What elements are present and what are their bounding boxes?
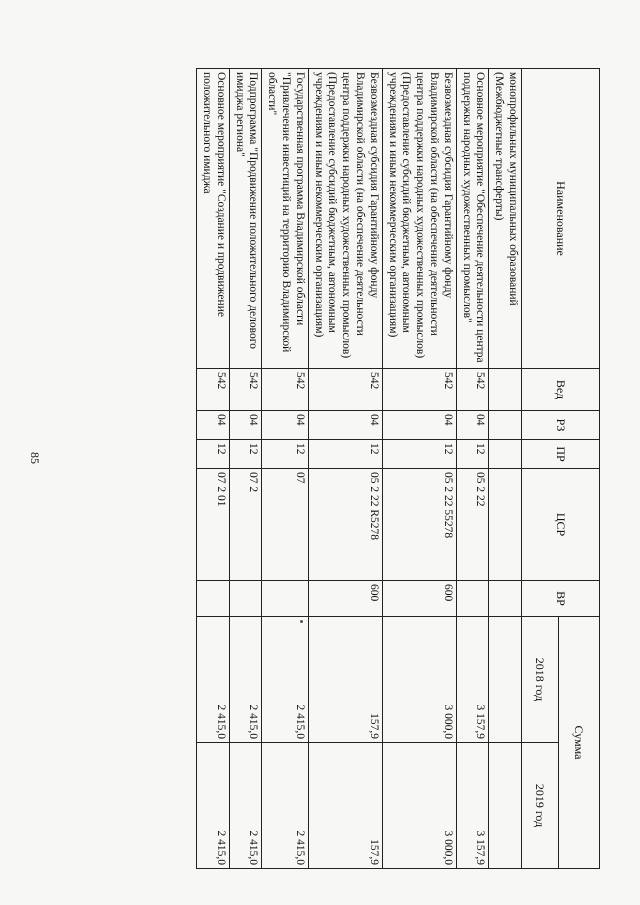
row-csr: 05 2 22 55278 — [382, 469, 456, 581]
table-row — [382, 69, 456, 869]
table-row — [197, 69, 230, 869]
row-ved: 542 — [262, 369, 308, 411]
row-sum-2019: 157,9 — [308, 743, 382, 869]
table-row — [308, 69, 382, 869]
header-2019: 2019 год — [522, 743, 559, 869]
row-sum-2019: 3 157,9 — [456, 743, 489, 869]
row-pr: 12 — [197, 440, 230, 469]
row-sum-2018: 157,9 — [308, 617, 382, 743]
row-sum-2018 — [489, 617, 522, 743]
row-ved: 542 — [308, 369, 382, 411]
row-sum-2019: 3 000,0 — [382, 743, 456, 869]
row-sum-2018: 2 415,0 — [197, 617, 230, 743]
row-vr — [262, 581, 308, 617]
header-name: Наименование — [522, 69, 600, 369]
row-sum-2019: 2 415,0 — [229, 743, 262, 869]
row-sum-2019: 2 415,0 — [197, 743, 230, 869]
row-csr: 05 2 22 — [456, 469, 489, 581]
table-row — [456, 69, 489, 869]
scan-speck — [300, 620, 303, 623]
header-pr: ПР — [522, 440, 600, 469]
budget-table — [196, 68, 600, 869]
row-rz: 04 — [382, 411, 456, 440]
row-name: Основное мероприятие "Создание и продвижение положительного имиджа — [197, 69, 230, 369]
header-rz: РЗ — [522, 411, 600, 440]
row-vr — [197, 581, 230, 617]
row-vr: 600 — [382, 581, 456, 617]
header-ved: Вед — [522, 369, 600, 411]
row-pr: 12 — [382, 440, 456, 469]
row-ved: 542 — [456, 369, 489, 411]
row-csr — [489, 469, 522, 581]
header-row — [559, 69, 600, 869]
row-rz — [489, 411, 522, 440]
table-row — [489, 69, 522, 869]
row-csr: 05 2 22 R5278 — [308, 469, 382, 581]
page-number: 85 — [28, 452, 42, 464]
row-sum-2019 — [489, 743, 522, 869]
row-ved — [489, 369, 522, 411]
row-sum-2018: 2 415,0 — [262, 617, 308, 743]
row-vr — [229, 581, 262, 617]
row-sum-2019: 2 415,0 — [262, 743, 308, 869]
row-ved: 542 — [382, 369, 456, 411]
rotated-table-wrapper — [130, 68, 600, 868]
row-name: монопрофильных муниципальных образований (Межбюджетные трансферты) — [489, 69, 522, 369]
row-rz: 04 — [456, 411, 489, 440]
row-pr — [489, 440, 522, 469]
row-name: Государственная программа Владимирской области "Привлечение инвестиций на территорию Владимирской области" — [262, 69, 308, 369]
row-sum-2018: 2 415,0 — [229, 617, 262, 743]
table-row — [262, 69, 308, 869]
row-csr: 07 — [262, 469, 308, 581]
row-vr — [489, 581, 522, 617]
header-2018: 2018 год — [522, 617, 559, 743]
row-pr: 12 — [308, 440, 382, 469]
row-pr: 12 — [229, 440, 262, 469]
row-name: Безвозмездная субсидия Гарантийному фонду Владимирской области (на обеспечение деятельности центра поддержки народных художественных промыслов) (Предоставление субсидий бюджетным, автономным учреждениям и иным некоммерческим организациям) — [382, 69, 456, 369]
row-vr — [456, 581, 489, 617]
row-sum-2018: 3 000,0 — [382, 617, 456, 743]
row-pr: 12 — [456, 440, 489, 469]
table-row — [229, 69, 262, 869]
header-sum: Сумма — [559, 617, 600, 869]
row-sum-2018: 3 157,9 — [456, 617, 489, 743]
row-rz: 04 — [197, 411, 230, 440]
row-rz: 04 — [308, 411, 382, 440]
header-vr: ВР — [522, 581, 600, 617]
row-csr: 07 2 — [229, 469, 262, 581]
row-pr: 12 — [262, 440, 308, 469]
row-rz: 04 — [262, 411, 308, 440]
row-name: Безвозмездная субсидия Гарантийному фонду Владимирской области (на обеспечение деятельности центра поддержки народных художественных промыслов) (Предоставление субсидий бюджетным, автономным учреждениям и иным некоммерческим организациям) — [308, 69, 382, 369]
row-csr: 07 2 01 — [197, 469, 230, 581]
row-vr: 600 — [308, 581, 382, 617]
header-csr: ЦСР — [522, 469, 600, 581]
row-name: Основное мероприятие "Обеспечение деятельности центра поддержки народных художественных промыслов" — [456, 69, 489, 369]
row-ved: 542 — [229, 369, 262, 411]
row-ved: 542 — [197, 369, 230, 411]
row-rz: 04 — [229, 411, 262, 440]
row-name: Подпрограмма "Продвижение положительного делового имиджа региона" — [229, 69, 262, 369]
